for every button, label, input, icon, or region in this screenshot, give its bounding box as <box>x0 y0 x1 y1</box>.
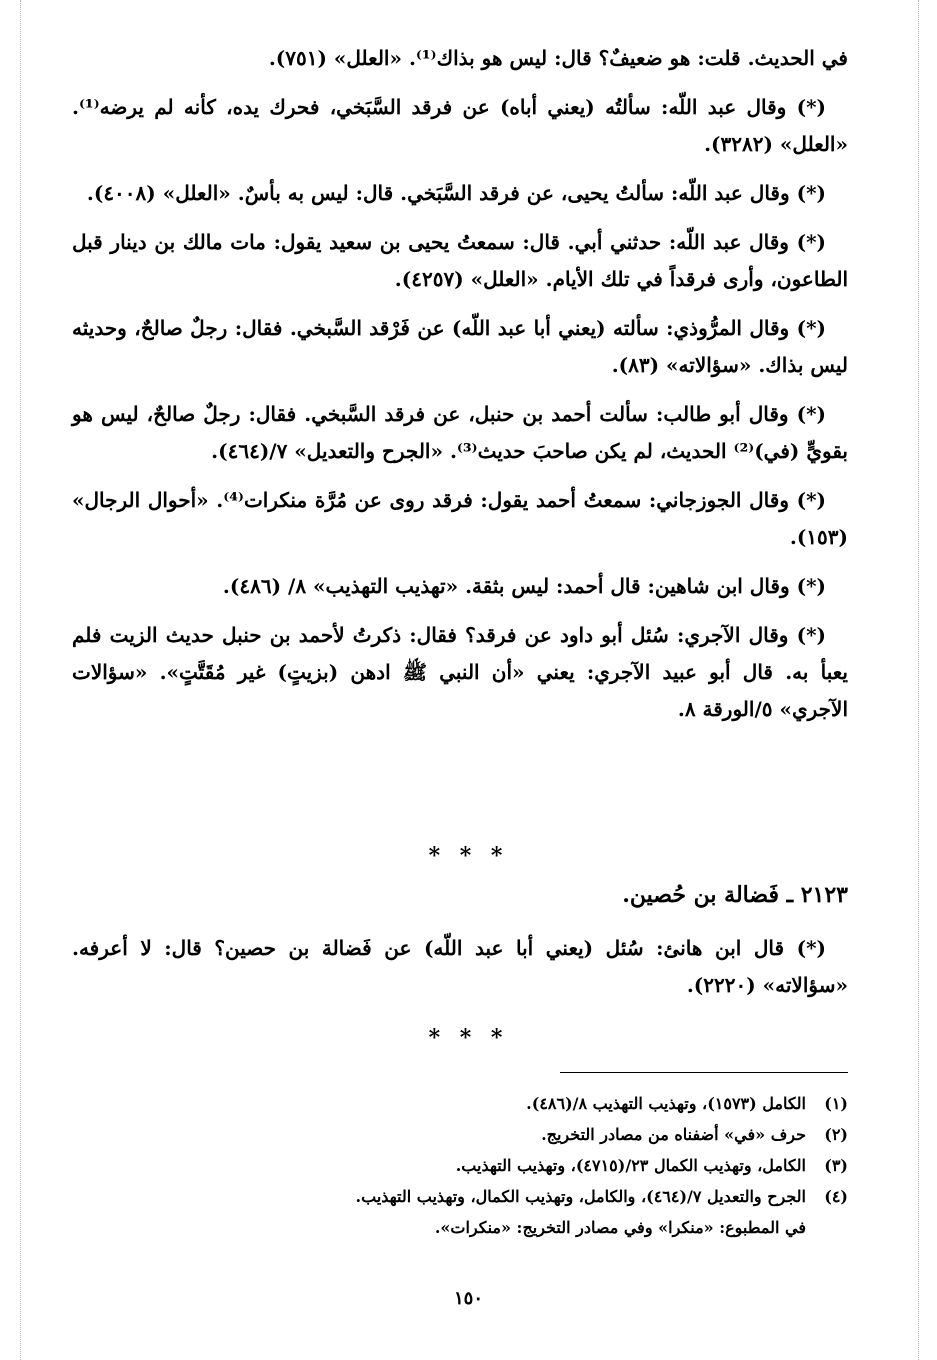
footnote-number: (٣) <box>824 1156 848 1175</box>
footnote-text: الكامل (١٥٧٣)، وتهذيب التهذيب ٨/(٤٨٦). <box>526 1094 806 1113</box>
page-number: ١٥٠ <box>453 1288 483 1309</box>
footnote-4 <box>72 1181 848 1212</box>
entry-text <box>72 930 848 1004</box>
paragraph-6: (*) وقال أبو طالب: سألت أحمد بن حنبل، عن فرقد السَّبخي. فقال: رجلٌ صالحٌ، ليس هو بقويٍّ (في)⁽²⁾ الحديث، لم يكن صاحبَ حديث⁽³⁾. «الجرح والتعديل» ٧/(٤٦٤). <box>72 402 848 463</box>
right-margin-dotted-line <box>918 0 919 1360</box>
paragraph-8: (*) وقال ابن شاهين: قال أحمد: ليس بثقة. «تهذيب التهذيب» ٨/ (٤٨٦). <box>222 574 826 598</box>
footnote-4-continuation: في المطبوع: «منكرا» وفي مصادر التخريج: «منكرات». <box>434 1218 806 1237</box>
paragraph-7: (*) وقال الجوزجاني: سمعتُ أحمد يقول: فرقد روى عن مُرَّة منكرات⁽⁴⁾. «أحوال الرجال» (١٥٣). <box>72 488 848 549</box>
footnote-divider <box>560 1072 848 1073</box>
section-separator-2: * * * <box>428 1025 509 1051</box>
paragraph-5: (*) وقال المرُّوذي: سألته (يعني أبا عبد اللّه) عن فَرْقد السَّبخي. فقال: رجلٌ صالحٌ، وحديثه ليس بذاك. «سؤالاته» (٨٣). <box>72 316 848 377</box>
footnote-1 <box>72 1088 848 1119</box>
left-margin-dotted-line <box>20 0 21 1360</box>
footnote-2 <box>72 1119 848 1150</box>
paragraph-9: (*) وقال الآجري: سُئل أبو داود عن فرقد؟ فقال: ذكرتُ لأحمد بن حنبل حديث الزيت فلم يعبأ به. قال أبو عبيد الآجري: يعني «أن النبي ﷺ ادهن (بزيتٍ) غير مُقَتَّتٍ». «سؤالات الآجري» ٥/الورقة ٨. <box>72 623 848 721</box>
section-separator-1: * * * <box>428 843 509 869</box>
footnote-number: (٤) <box>824 1187 848 1206</box>
footnote-number: (٢) <box>824 1125 848 1144</box>
footnote-3 <box>72 1150 848 1181</box>
entry-paragraph: (*) قال ابن هانئ: سُئل (يعني أبا عبد اللّه) عن فَضالة بن حصين؟ قال: لا أعرفه. «سؤالاته» (٢٢٢٠). <box>72 936 848 997</box>
paragraph-1: في الحديث. قلت: هو ضعيفٌ؟ قال: ليس هو بذاك⁽¹⁾. «العلل» (٧٥١). <box>268 46 848 70</box>
paragraph-4: (*) وقال عبد اللّه: حدثني أبي. قال: سمعتُ يحيى بن سعيد يقول: مات مالك بن دينار قبل الطاعون، وأرى فرقداً في تلك الأيام. «العلل» (٤٢٥٧). <box>72 230 848 291</box>
footnotes <box>72 1088 848 1243</box>
entry-heading: ٢١٢٣ ـ فَضالة بن حُصين. <box>622 882 848 908</box>
footnote-text: الجرح والتعديل ٧/(٤٦٤)، والكامل، وتهذيب الكمال، وتهذيب التهذيب. <box>355 1187 806 1206</box>
footnote-number: (١) <box>824 1094 848 1113</box>
footnote-text: الكامل، وتهذيب الكمال ٢٣/(٤٧١٥)، وتهذيب التهذيب. <box>455 1156 806 1175</box>
main-text <box>72 40 848 728</box>
paragraph-3: (*) وقال عبد اللّه: سألتُ يحيى، عن فرقد السَّبَخي. قال: ليس به بأسٌ. «العلل» (٤٠٠٨). <box>86 181 826 205</box>
footnote-text: حرف «في» أضفناه من مصادر التخريج. <box>541 1125 806 1144</box>
paragraph-2: (*) وقال عبد اللّه: سألتُه (يعني أباه) عن فرقد السَّبَخي، فحرك يده، كأنه لم يرضه⁽¹⁾. «العلل» (٣٢٨٢). <box>72 95 848 156</box>
